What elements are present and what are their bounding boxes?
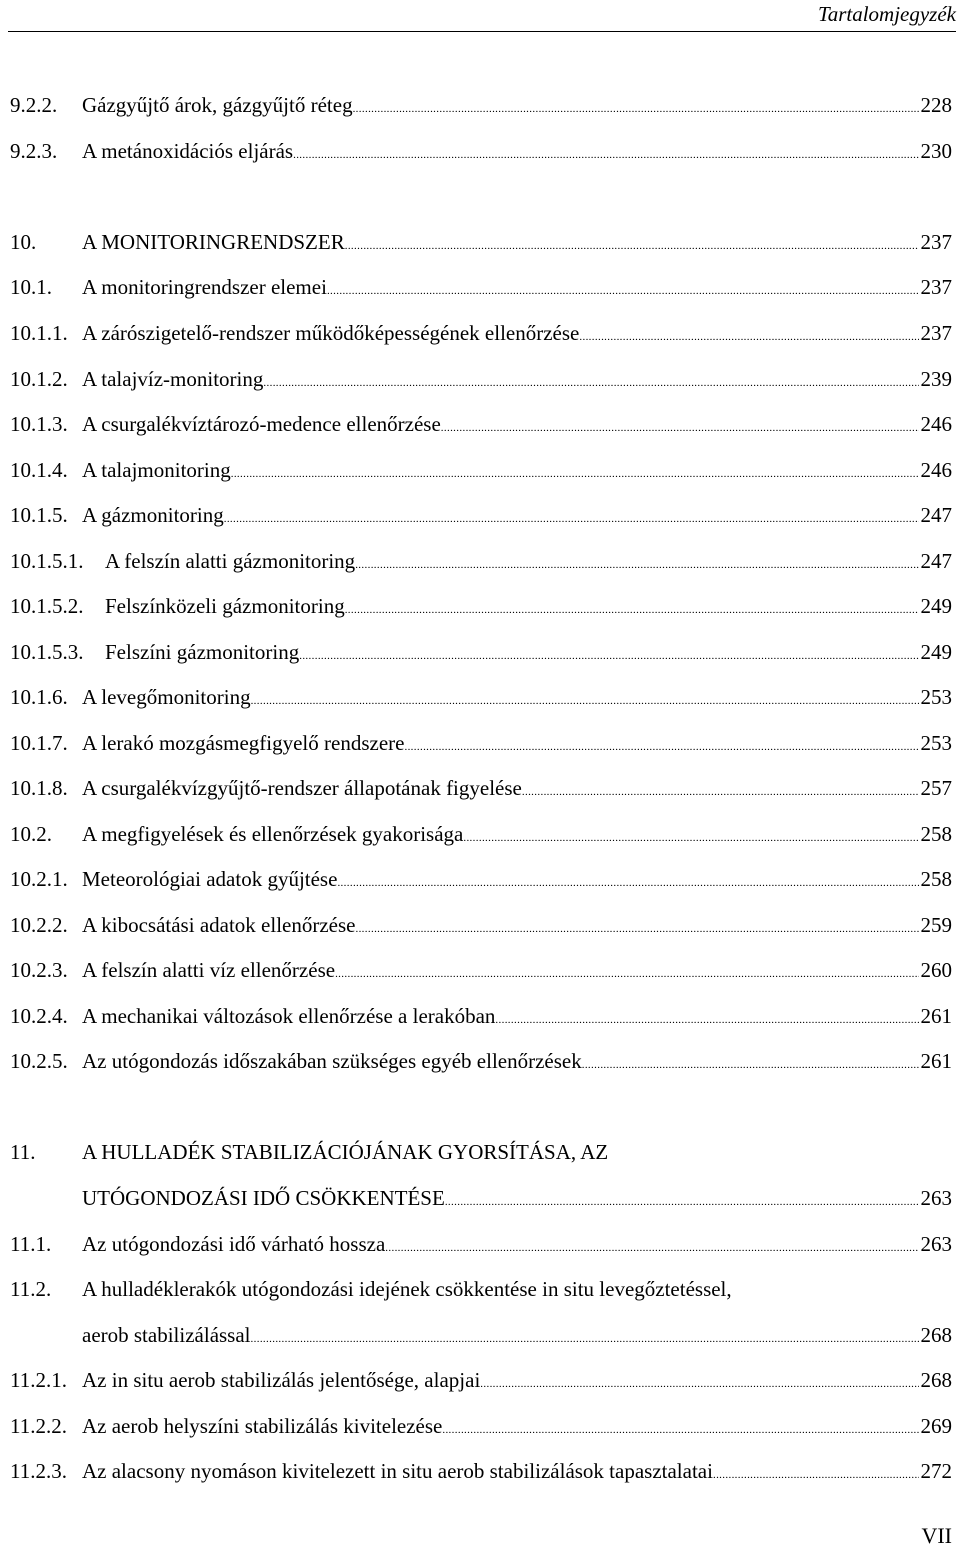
toc-entry-title: A felszín alatti víz ellenőrzése xyxy=(82,958,336,982)
dot-leader xyxy=(337,864,918,898)
dot-leader xyxy=(231,455,919,489)
toc-entry-page: 268 xyxy=(920,1323,952,1347)
toc-entry-title: A metánoxidációs eljárás xyxy=(82,139,294,163)
toc-entry-number: 11.1. xyxy=(10,1232,52,1256)
toc-entry-page: 237 xyxy=(920,321,952,345)
toc-entry-number: 10.1.5.3. xyxy=(10,640,84,664)
toc-entry[interactable] xyxy=(10,90,952,120)
toc-entry-title: A levegőmonitoring xyxy=(82,685,251,709)
toc-entry-number: 10.1.7. xyxy=(10,731,68,755)
toc-entry[interactable] xyxy=(10,364,952,394)
dot-leader xyxy=(495,1001,918,1035)
toc-entry-number: 10.1.5.1. xyxy=(10,549,84,573)
toc-entry-number: 11.2. xyxy=(10,1277,52,1301)
toc-entry[interactable] xyxy=(10,455,952,485)
toc-entry-page: 253 xyxy=(920,731,952,755)
toc-entry[interactable] xyxy=(10,1001,952,1031)
toc-entry[interactable] xyxy=(10,500,952,530)
dot-leader xyxy=(404,728,918,762)
dot-leader xyxy=(579,318,918,352)
toc-entry[interactable] xyxy=(10,1456,952,1486)
toc-entry-number: 10.1.1. xyxy=(10,321,68,345)
toc-entry-number: 10.1.2. xyxy=(10,367,68,391)
dot-leader xyxy=(345,591,919,625)
toc-entry[interactable] xyxy=(10,1137,952,1167)
dot-leader xyxy=(355,910,918,944)
toc-entry-title: Az aerob helyszíni stabilizálás kivitelezése xyxy=(82,1414,443,1438)
toc-entry[interactable] xyxy=(10,318,952,348)
toc-entry-page: 263 xyxy=(920,1232,952,1256)
dot-leader xyxy=(224,500,919,534)
toc-entry-page: 261 xyxy=(920,1004,952,1028)
toc-entry-title: Az utógondozási idő várható hossza xyxy=(82,1232,386,1256)
toc-entry[interactable] xyxy=(10,591,952,621)
toc-entry-number: 11.2.2. xyxy=(10,1414,67,1438)
toc-entry-page: 272 xyxy=(920,1459,952,1483)
running-header-title: Tartalomjegyzék xyxy=(817,2,956,26)
dot-leader xyxy=(251,1320,919,1354)
dot-leader xyxy=(441,409,919,443)
dot-leader xyxy=(582,1046,919,1080)
toc-entry-number: 11. xyxy=(10,1140,36,1164)
toc-entry-number: 9.2.2. xyxy=(10,93,58,117)
toc-entry[interactable] xyxy=(10,227,952,257)
toc-entry[interactable] xyxy=(10,409,952,439)
toc-entry[interactable] xyxy=(10,637,952,667)
toc-entry[interactable] xyxy=(10,864,952,894)
toc-entry-number: 10. xyxy=(10,230,37,254)
toc-entry-title: A MONITORINGRENDSZER xyxy=(82,230,345,254)
toc-entry-title: Meteorológiai adatok gyűjtése xyxy=(82,867,338,891)
toc-entry[interactable] xyxy=(10,682,952,712)
toc-entry-number: 10.1.4. xyxy=(10,458,68,482)
toc-entry[interactable] xyxy=(10,1274,952,1304)
toc-entry-page: 258 xyxy=(920,867,952,891)
dot-leader xyxy=(299,637,918,671)
toc-entry-page: 239 xyxy=(920,367,952,391)
dot-leader xyxy=(263,364,918,398)
dot-leader xyxy=(442,1411,918,1445)
toc-entry[interactable] xyxy=(10,1183,952,1213)
dot-leader xyxy=(713,1456,919,1490)
toc-entry-number: 10.2.4. xyxy=(10,1004,68,1028)
toc-entry-number: 11.2.1. xyxy=(10,1368,67,1392)
toc-entry-title: A csurgalékvíztározó-medence ellenőrzése xyxy=(82,412,441,436)
toc-entry-title: A megfigyelések és ellenőrzések gyakorisága xyxy=(82,822,464,846)
dot-leader xyxy=(327,272,919,306)
dot-leader xyxy=(353,90,919,124)
toc-entry-page: 261 xyxy=(920,1049,952,1073)
toc-entry-title: A talajvíz-monitoring xyxy=(82,367,264,391)
toc-entry-page: 237 xyxy=(920,230,952,254)
toc-entry-title: A felszín alatti gázmonitoring xyxy=(105,549,356,573)
table-of-contents xyxy=(10,0,952,1500)
dot-leader xyxy=(355,546,918,580)
toc-entry-number: 10.2.3. xyxy=(10,958,68,982)
toc-entry-title: aerob stabilizálással xyxy=(82,1323,251,1347)
toc-entry[interactable] xyxy=(10,1046,952,1076)
toc-entry-title: Felszínközeli gázmonitoring xyxy=(105,594,345,618)
toc-entry[interactable] xyxy=(10,955,952,985)
toc-entry[interactable] xyxy=(10,1365,952,1395)
toc-entry-title: A hulladéklerakók utógondozási idejének csökkentése in situ levegőztetéssel, xyxy=(82,1277,732,1301)
page-number: VII xyxy=(921,1523,952,1548)
toc-entry-number: 10.2.5. xyxy=(10,1049,68,1073)
toc-entry-title: A HULLADÉK STABILIZÁCIÓJÁNAK GYORSÍTÁSA, AZ xyxy=(82,1140,609,1164)
toc-entry-number: 10.1.5.2. xyxy=(10,594,84,618)
toc-entry[interactable] xyxy=(10,546,952,576)
toc-entry-title: Az in situ aerob stabilizálás jelentősége, alapjai xyxy=(82,1368,481,1392)
toc-entry-title: A zárószigetelő-rendszer működőképességének ellenőrzése xyxy=(82,321,580,345)
toc-entry-title: A lerakó mozgásmegfigyelő rendszere xyxy=(82,731,405,755)
toc-entry-number: 10.2.1. xyxy=(10,867,68,891)
toc-entry-number: 10.2.2. xyxy=(10,913,68,937)
toc-entry-page: 257 xyxy=(920,776,952,800)
toc-entry-number: 10.1.3. xyxy=(10,412,68,436)
toc-entry-number: 10.1. xyxy=(10,275,52,299)
toc-entry[interactable] xyxy=(10,773,952,803)
toc-entry-page: 260 xyxy=(920,958,952,982)
toc-entry[interactable] xyxy=(10,910,952,940)
toc-entry-page: 247 xyxy=(920,549,952,573)
toc-entry-number: 10.1.5. xyxy=(10,503,68,527)
dot-leader xyxy=(445,1183,919,1217)
toc-entry[interactable] xyxy=(10,136,952,166)
toc-entry-number: 9.2.3. xyxy=(10,139,58,163)
toc-entry-page: 246 xyxy=(920,458,952,482)
toc-entry-number: 10.2. xyxy=(10,822,52,846)
dot-leader xyxy=(463,819,918,853)
dot-leader xyxy=(480,1365,918,1399)
toc-entry-title: A gázmonitoring xyxy=(82,503,224,527)
toc-entry-title: Gázgyűjtő árok, gázgyűjtő réteg xyxy=(82,93,353,117)
toc-entry-title: A kibocsátási adatok ellenőrzése xyxy=(82,913,356,937)
toc-entry[interactable] xyxy=(10,1229,952,1259)
toc-entry-title: A talajmonitoring xyxy=(82,458,231,482)
toc-entry-page: 253 xyxy=(920,685,952,709)
toc-entry-page: 259 xyxy=(920,913,952,937)
toc-entry-page: 237 xyxy=(920,275,952,299)
toc-entry[interactable] xyxy=(10,819,952,849)
toc-entry-title: A monitoringrendszer elemei xyxy=(82,275,327,299)
dot-leader xyxy=(345,227,919,261)
toc-entry-title: Felszíni gázmonitoring xyxy=(105,640,300,664)
dot-leader xyxy=(385,1229,918,1263)
toc-entry-title: Az alacsony nyomáson kivitelezett in situ aerob stabilizálások tapasztalatai xyxy=(82,1459,713,1483)
toc-entry[interactable] xyxy=(10,728,952,758)
toc-entry-page: 246 xyxy=(920,412,952,436)
dot-leader xyxy=(251,682,919,716)
toc-entry[interactable] xyxy=(10,1320,952,1350)
toc-entry-title: Az utógondozás időszakában szükséges egyéb ellenőrzések xyxy=(82,1049,582,1073)
toc-entry-page: 249 xyxy=(920,640,952,664)
toc-entry-page: 268 xyxy=(920,1368,952,1392)
toc-entry-title: A mechanikai változások ellenőrzése a lerakóban xyxy=(82,1004,496,1028)
toc-entry-title: UTÓGONDOZÁSI IDŐ CSÖKKENTÉSE xyxy=(82,1186,445,1210)
toc-entry-page: 263 xyxy=(920,1186,952,1210)
dot-leader xyxy=(335,955,918,989)
toc-entry-number: 10.1.6. xyxy=(10,685,68,709)
toc-entry[interactable] xyxy=(10,1411,952,1441)
dot-leader xyxy=(293,136,918,170)
toc-entry[interactable] xyxy=(10,272,952,302)
toc-entry-page: 249 xyxy=(920,594,952,618)
toc-entry-page: 247 xyxy=(920,503,952,527)
toc-entry-number: 10.1.8. xyxy=(10,776,68,800)
toc-entry-number: 11.2.3. xyxy=(10,1459,67,1483)
toc-entry-page: 269 xyxy=(920,1414,952,1438)
toc-entry-page: 230 xyxy=(920,139,952,163)
toc-entry-page: 258 xyxy=(920,822,952,846)
dot-leader xyxy=(522,773,919,807)
toc-entry-page: 228 xyxy=(920,93,952,117)
toc-entry-title: A csurgalékvízgyűjtő-rendszer állapotának figyelése xyxy=(82,776,522,800)
